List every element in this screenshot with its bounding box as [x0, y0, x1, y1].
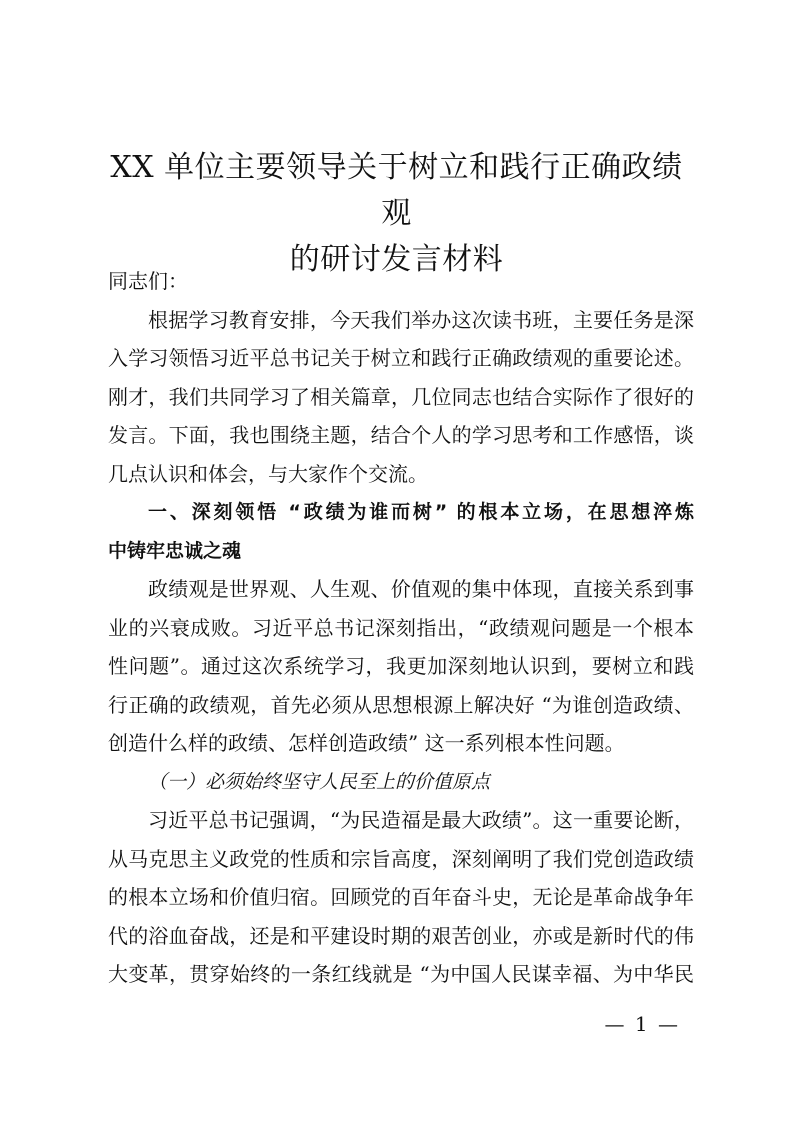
- salutation: 同志们：: [108, 269, 188, 293]
- paragraph-line: 从马克思主义政党的性质和宗旨高度，深刻阐明了我们党创造政绩: [108, 846, 694, 871]
- paragraph-1: [108, 301, 694, 494]
- paragraph-line: 业的兴衰成败。习近平总书记深刻指出，“政绩观问题是一个根本: [108, 615, 694, 640]
- page-number: — 1 —: [604, 1012, 680, 1036]
- title-line-2: 的研讨发言材料: [289, 242, 504, 277]
- paragraph-line: 大变革，贯穿始终的一条红线就是 “为中国人民谋幸福、为中华民: [108, 962, 694, 986]
- title-line-1: XX 单位主要领导关于树立和践行正确政绩观: [110, 150, 683, 231]
- paragraph-line: 习近平总书记强调，“为民造福是最大政绩”。这一重要论断，: [148, 808, 694, 832]
- paragraph-2: [108, 570, 694, 763]
- paragraph-line: 创造什么样的政绩、怎样创造政绩” 这一系列根本性问题。: [108, 731, 625, 755]
- paragraph-line: 性问题”。通过这次系统学习，我更加深刻地认识到，要树立和践: [108, 654, 694, 678]
- paragraph-line: 的根本立场和价值归宿。回顾党的百年奋斗史，无论是革命战争年: [108, 885, 694, 909]
- subsection-heading-1: （一）必须始终坚守人民至上的价值原点: [148, 770, 491, 793]
- paragraph-3: [108, 801, 694, 994]
- heading-line: 中铸牢忠诚之魂: [108, 539, 242, 562]
- paragraph-line: 刚才，我们共同学习了相关篇章，几位同志也结合实际作了很好的: [108, 384, 694, 409]
- section-heading-1: [108, 493, 694, 570]
- paragraph-line: 根据学习教育安排，今天我们举办这次读书班，主要任务是深: [148, 307, 694, 332]
- document-body: [108, 262, 694, 994]
- paragraph-line: 代的浴血奋战，还是和平建设时期的艰苦创业，亦或是新时代的伟: [108, 923, 694, 948]
- paragraph-line: 政绩观是世界观、人生观、价值观的集中体现，直接关系到事: [148, 577, 694, 601]
- paragraph-line: 入学习领悟习近平总书记关于树立和践行正确政绩观的重要论述。: [108, 346, 694, 370]
- paragraph-line: 发言。下面，我也围绕主题，结合个人的学习思考和工作感悟，谈: [108, 423, 694, 447]
- heading-line: 一、深刻领悟 “政绩为谁而树” 的根本立场，在思想淬炼: [148, 501, 694, 523]
- paragraph-line: 几点认识和体会，与大家作个交流。: [108, 461, 428, 486]
- paragraph-line: 行正确的政绩观，首先必须从思想根源上解决好 “为谁创造政绩、: [108, 692, 694, 717]
